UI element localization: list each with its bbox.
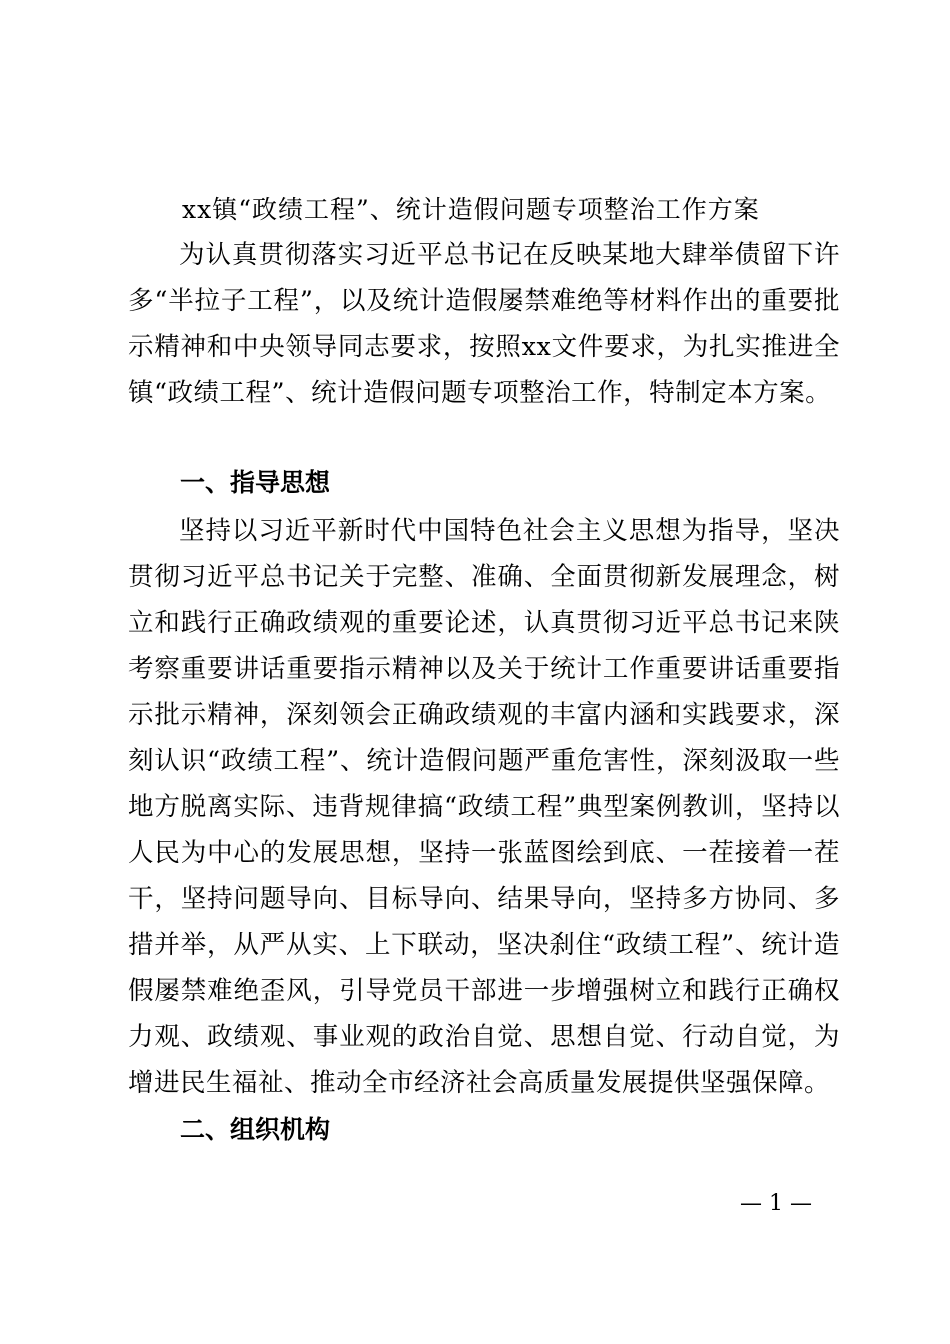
page-number: — 1 — [740, 1191, 812, 1216]
intro-paragraph: 为认真贯彻落实习近平总书记在反映某地大肆举债留下许多“半拉子工程”，以及统计造假屡禁难绝等材料作出的重要批示精神和中央领导同志要求，按照xx文件要求，为扎实推进全镇“政绩工程”、统计造假问题专项整治工作，特制定本方案。 [128, 240, 840, 408]
document-title: xx镇“政绩工程”、统计造假问题专项整治工作方案 [182, 195, 760, 224]
section-heading-guiding-ideology: 一、指导思想 [180, 468, 331, 497]
section-body-guiding-ideology: 坚持以习近平新时代中国特色社会主义思想为指导，坚决贯彻习近平总书记关于完整、准确、全面贯彻新发展理念，树立和践行正确政绩观的重要论述，认真贯彻习近平总书记来陕考察重要讲话重要指示精神以及关于统计工作重要讲话重要指示批示精神，深刻领会正确政绩观的丰富内涵和实践要求，深刻认识“政绩工程”、统计造假问题严重危害性，深刻汲取一些地方脱离实际、违背规律搞“政绩工程”典型案例教训，坚持以人民为中心的发展思想，坚持一张蓝图绘到底、一茬接着一茬干，坚持问题导向、目标导向、结果导向，坚持多方协同、多措并举，从严从实、上下联动，坚决刹住“政绩工程”、统计造假屡禁难绝歪风，引导党员干部进一步增强树立和践行正确权力观、政绩观、事业观的政治自觉、思想自觉、行动自觉，为增进民生福祉、推动全市经济社会高质量发展提供坚强保障。 [128, 516, 840, 1098]
section-heading-organization: 二、组织机构 [180, 1115, 331, 1144]
